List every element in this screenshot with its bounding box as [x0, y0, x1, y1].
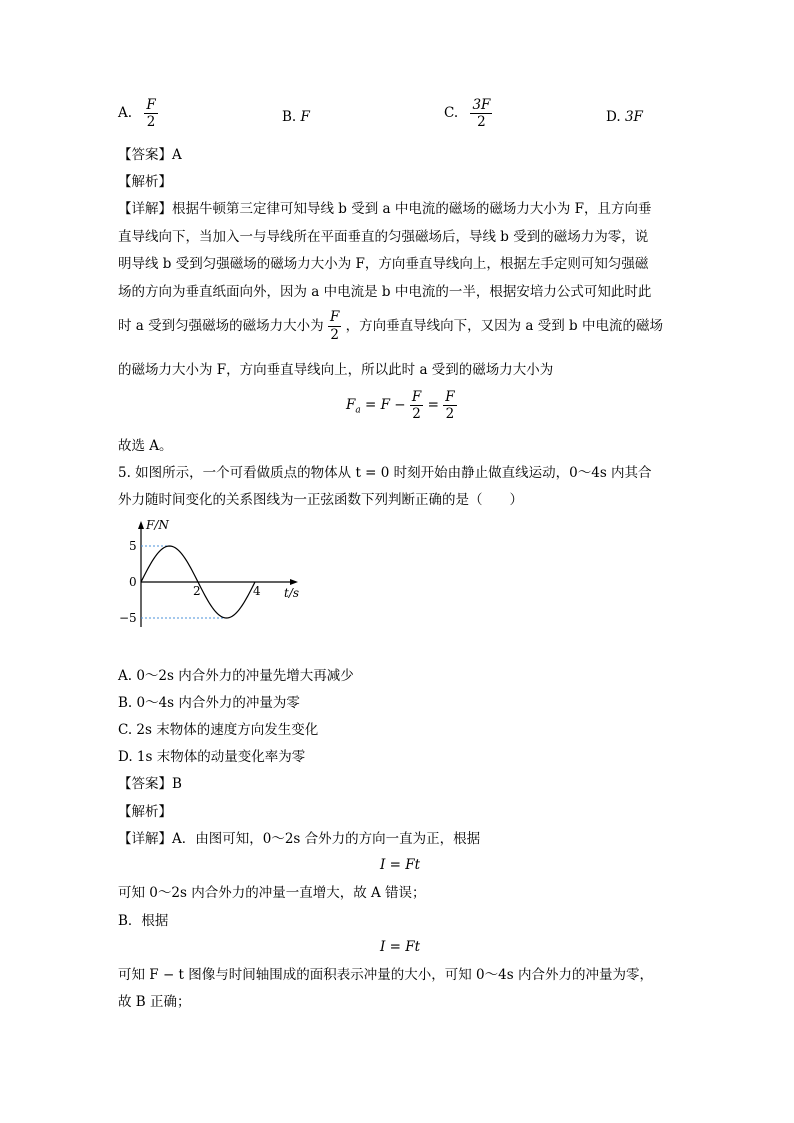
line5-frac-num: F — [329, 309, 340, 325]
option-b-label: B. — [282, 109, 297, 125]
q5-detail-b: B．根据 — [118, 913, 169, 929]
q5-option-a: A. 0～2s 内合外力的冲量先增大再减少 — [118, 668, 354, 684]
line5-fraction — [328, 309, 341, 344]
eq-sub: a — [355, 405, 361, 416]
x-tick-label-4: 4 — [253, 584, 261, 598]
q4-detail-line-3: 明导线 b 受到匀强磁场的磁场力大小为 F，方向垂直导线向上，根据左手定则可知匀强磁 — [118, 256, 649, 272]
force-time-chart — [118, 515, 318, 635]
option-c-den: 2 — [470, 113, 492, 130]
eq-frac1-den: 2 — [410, 405, 423, 422]
option-a-fraction — [144, 97, 157, 130]
q5-stem-line-2: 外力随时间变化的关系图线为一正弦函数下列判断正确的是（ ） — [118, 492, 523, 508]
x-axis-arrow — [290, 579, 298, 585]
q5-stem-line-1: 5. 如图所示，一个可看做质点的物体从 t = 0 时刻开始由静止做直线运动，0～4s 内其合 — [118, 465, 652, 481]
eq-fraction-1 — [410, 389, 423, 422]
option-a-num: F — [146, 97, 156, 113]
eq-mid: = F − — [360, 397, 410, 413]
option-b-text: F — [300, 109, 310, 125]
option-c-label: C. — [444, 105, 459, 121]
q5-detail-a: 【详解】A．由图可知，0～2s 合外力的方向一直为正，根据 — [118, 831, 481, 847]
q4-answer: 【答案】A — [118, 147, 182, 163]
q4-detail-line-2: 直导线向下，当加入一与导线所在平面垂直的匀强磁场后，导线 b 受到的磁场力为零，说 — [118, 229, 649, 245]
y-tick-label-0: 0 — [129, 575, 137, 589]
q4-analysis: 【解析】 — [118, 174, 172, 190]
q5-option-c: C. 2s 末物体的速度方向发生变化 — [118, 722, 319, 738]
x-axis-label: t/s — [284, 586, 300, 600]
q5-analysis: 【解析】 — [118, 804, 172, 820]
option-a-label: A. — [118, 105, 133, 121]
q4-detail-line-4: 场的方向为垂直纸面向外，因为 a 中电流是 b 中电流的一半，根据安培力公式可知此时此 — [118, 284, 652, 300]
x-tick-label-2: 2 — [193, 584, 201, 598]
option-d — [606, 109, 643, 125]
option-a — [118, 97, 158, 130]
eq-lhs: F — [346, 397, 356, 413]
line5-pre: 时 a 受到匀强磁场的磁场力大小为 — [118, 318, 324, 334]
eq-equals: = — [423, 397, 444, 413]
q5-formula-2: I = Ft — [380, 939, 421, 955]
q5-option-d: D. 1s 末物体的动量变化率为零 — [118, 749, 306, 765]
y-axis-arrow — [138, 521, 144, 529]
option-d-label: D. — [606, 109, 621, 125]
eq-fraction-2 — [443, 389, 456, 422]
q5-formula-1: I = Ft — [380, 857, 421, 873]
q4-detail-line-1: 【详解】根据牛顿第三定律可知导线 b 受到 a 中电流的磁场的磁场力大小为 F，且方向垂 — [118, 201, 652, 217]
q4-conclusion: 故选 A。 — [118, 438, 173, 454]
line5-frac-den: 2 — [328, 326, 341, 344]
q4-equation — [346, 389, 457, 422]
option-b — [282, 109, 310, 125]
q5-answer: 【答案】B — [118, 776, 182, 792]
eq-frac2-den: 2 — [443, 405, 456, 422]
q5-detail-b3: 故 B 正确； — [118, 994, 191, 1010]
option-d-text: 3F — [624, 109, 643, 125]
y-tick-label-neg5: −5 — [119, 611, 137, 625]
y-tick-label-5: 5 — [129, 539, 137, 553]
option-c-fraction — [470, 97, 492, 130]
option-a-den: 2 — [144, 113, 157, 130]
q5-detail-b2: 可知 F − t 图像与时间轴围成的面积表示冲量的大小，可知 0～4s 内合外力的冲量为零， — [118, 967, 653, 983]
y-axis-label: F/N — [146, 518, 169, 532]
q5-detail-a2: 可知 0～2s 内合外力的冲量一直增大，故 A 错误； — [118, 885, 426, 901]
q5-option-b: B. 0～4s 内合外力的冲量为零 — [118, 695, 300, 711]
q4-detail-line-6: 的磁场力大小为 F，方向垂直导线向上，所以此时 a 受到的磁场力大小为 — [118, 362, 554, 378]
eq-frac2-num: F — [445, 389, 455, 405]
option-c — [444, 97, 492, 130]
eq-frac1-num: F — [411, 389, 422, 405]
q4-detail-line-5 — [118, 309, 663, 344]
line5-post: ，方向垂直导线向下，又因为 a 受到 b 中电流的磁场 — [345, 318, 663, 334]
option-c-num: 3F — [472, 97, 491, 113]
